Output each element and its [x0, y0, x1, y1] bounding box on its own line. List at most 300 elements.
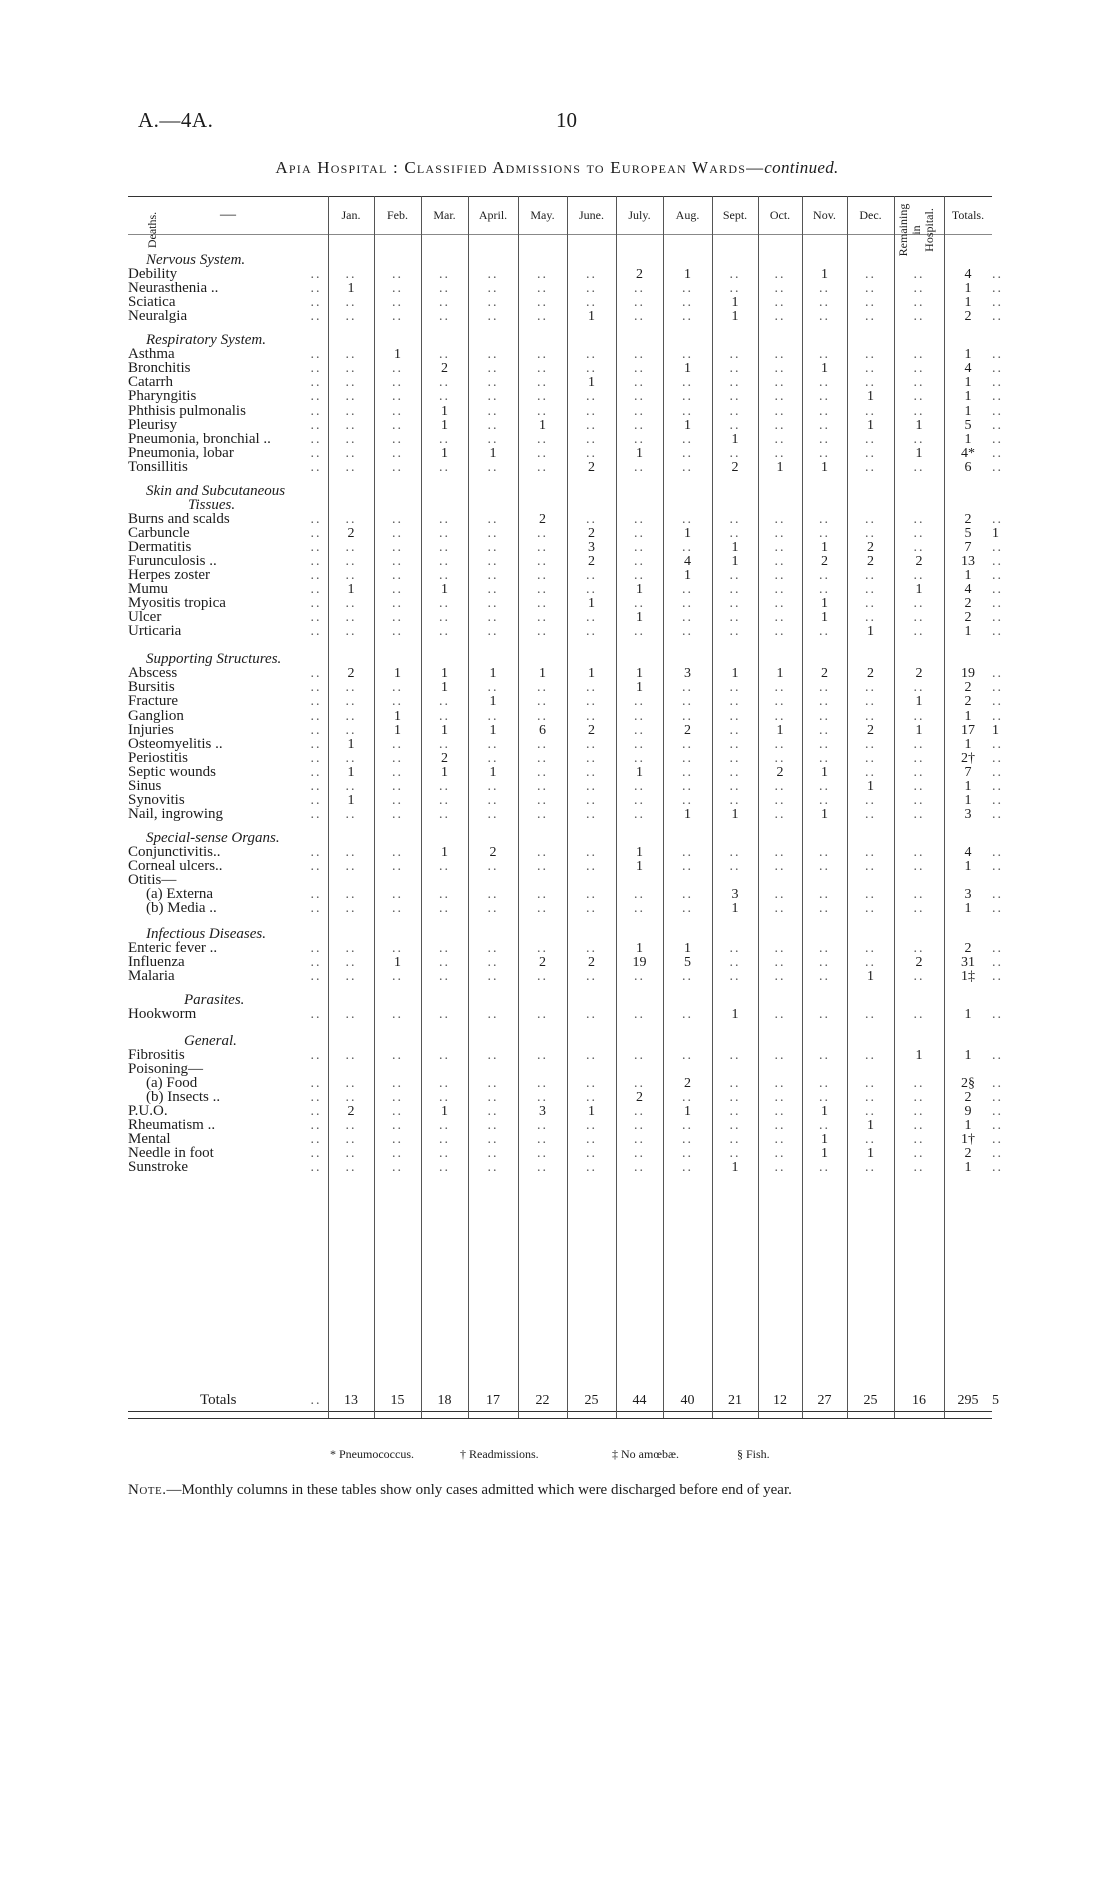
- table-cell: ..: [992, 554, 1003, 569]
- header-dec: Dec.: [859, 207, 882, 222]
- table-cell: ..: [487, 309, 499, 325]
- table-cell: 1: [441, 680, 448, 696]
- table-cell: ..: [992, 941, 1003, 957]
- table-cell: ..: [439, 1089, 450, 1105]
- row-label: Poisoning—: [128, 1060, 204, 1077]
- table-cell: ..: [682, 1159, 693, 1175]
- table-cell: ..: [537, 389, 548, 405]
- header-june: June.: [579, 207, 604, 222]
- table-cell: ..: [729, 792, 741, 808]
- table-cell: ..: [913, 859, 925, 874]
- table-cell: 2: [964, 1089, 972, 1105]
- leader-dots: ..: [310, 1117, 322, 1133]
- table-cell: 1: [964, 778, 972, 794]
- table-cell: ..: [586, 281, 597, 297]
- table-cell: 1: [394, 347, 401, 363]
- table-cell: 1: [588, 309, 595, 325]
- table-cell: ..: [634, 1103, 645, 1119]
- table-cell: 2: [867, 554, 874, 569]
- table-cell: ..: [487, 1117, 499, 1133]
- table-cell: 1: [964, 375, 972, 391]
- table-cell: ..: [682, 539, 693, 555]
- table-cell: ..: [586, 582, 597, 598]
- table-cell: ..: [729, 859, 741, 874]
- table-cell: ..: [774, 403, 786, 419]
- table-cell: ..: [392, 941, 403, 957]
- table-cell: ..: [392, 267, 403, 283]
- table-cell: ..: [819, 1007, 830, 1023]
- table-cell: ..: [345, 778, 357, 794]
- table-cell: ..: [487, 539, 499, 555]
- leader-dots: ..: [310, 806, 322, 822]
- row-label: Injuries: [128, 721, 174, 738]
- table-cell: ..: [992, 295, 1003, 311]
- table-cell: ..: [992, 459, 1003, 475]
- table-cell: ..: [487, 955, 499, 971]
- table-cell: 1: [636, 941, 643, 957]
- leader-dots: ..: [310, 1393, 322, 1408]
- table-cell: 2: [915, 666, 923, 682]
- table-cell: ..: [392, 596, 403, 612]
- leader-dots: ..: [310, 347, 322, 363]
- table-cell: ..: [913, 1145, 925, 1161]
- table-cell: ..: [392, 525, 403, 541]
- table-cell: ..: [774, 582, 786, 598]
- table-cell: ..: [487, 969, 499, 985]
- table-cell: ..: [392, 1103, 403, 1119]
- page-title: [0, 158, 1114, 178]
- table-cell: ..: [774, 347, 786, 363]
- table-cell: ..: [487, 511, 499, 527]
- table-cell: ..: [537, 295, 548, 311]
- table-cell: ..: [774, 375, 786, 391]
- table-cell: ..: [992, 347, 1003, 363]
- table-cell: ..: [729, 375, 741, 391]
- table-cell: ..: [586, 694, 597, 710]
- table-cell: ..: [774, 596, 786, 612]
- row-label: Malaria: [128, 968, 175, 985]
- table-cell: 1: [964, 281, 972, 297]
- table-cell: ..: [729, 525, 741, 541]
- table-cell: 1: [821, 764, 828, 780]
- table-cell: ..: [392, 624, 403, 640]
- row-label: Tonsillitis: [128, 458, 188, 475]
- table-cell: ..: [819, 511, 830, 527]
- table-cell: 1: [539, 666, 546, 682]
- table-cell: ..: [634, 459, 645, 475]
- table-cell: ..: [537, 624, 548, 640]
- table-cell: 1: [821, 806, 828, 822]
- table-cell: 1: [684, 568, 691, 584]
- table-cell: ..: [819, 901, 830, 917]
- table-cell: ..: [992, 955, 1003, 971]
- table-cell: ..: [586, 1145, 597, 1161]
- table-cell: ..: [819, 736, 830, 752]
- row-label: Sinus: [128, 777, 162, 794]
- table-cell: ..: [865, 596, 876, 612]
- table-cell: ..: [439, 1007, 450, 1023]
- table-cell: 1: [731, 901, 739, 917]
- table-cell: 2§: [961, 1075, 975, 1091]
- table-cell: 2: [636, 1089, 643, 1105]
- table-cell: ..: [537, 596, 548, 612]
- table-cell: ..: [682, 511, 693, 527]
- header-totals: Totals.: [951, 207, 985, 222]
- table-cell: ..: [487, 778, 499, 794]
- table-cell: ..: [819, 792, 830, 808]
- table-cell: 1: [867, 417, 874, 433]
- table-cell: ..: [819, 778, 830, 794]
- table-cell: ..: [345, 309, 357, 325]
- table-cell: ..: [682, 389, 693, 405]
- table-cell: ..: [345, 859, 357, 874]
- table-cell: 1: [776, 666, 784, 682]
- table-cell: ..: [774, 694, 786, 710]
- table-cell: ..: [682, 375, 693, 391]
- table-cell: ..: [819, 1117, 830, 1133]
- table-cell: 1: [636, 680, 643, 696]
- table-cell: ..: [439, 295, 450, 311]
- table-cell: ..: [913, 267, 925, 283]
- header-may: May.: [530, 207, 555, 222]
- table-cell: ..: [487, 750, 499, 766]
- table-cell: ..: [819, 969, 830, 985]
- table-cell: 2: [776, 764, 784, 780]
- table-cell: 1: [731, 1007, 739, 1023]
- table-cell: ..: [439, 941, 450, 957]
- table-cell: ..: [913, 539, 925, 555]
- table-cell: ..: [537, 347, 548, 363]
- table-cell: ..: [487, 417, 499, 433]
- table-cell: ..: [992, 1159, 1003, 1175]
- table-cell: 2: [964, 694, 972, 710]
- table-cell: 1: [964, 568, 972, 584]
- row-label: Sunstroke: [128, 1158, 188, 1175]
- totals-cell: 25: [863, 1393, 878, 1408]
- table-cell: ..: [865, 267, 876, 283]
- table-cell: ..: [992, 281, 1003, 297]
- table-cell: 1: [394, 722, 401, 738]
- table-cell: ..: [345, 1075, 357, 1091]
- table-cell: ..: [682, 844, 693, 860]
- row-label: Fibrositis: [128, 1046, 185, 1063]
- table-cell: ..: [729, 764, 741, 780]
- table-cell: 1: [394, 955, 401, 971]
- table-cell: ..: [682, 1145, 693, 1161]
- table-cell: ..: [682, 624, 693, 640]
- table-cell: ..: [586, 859, 597, 874]
- table-cell: ..: [487, 887, 499, 903]
- table-cell: ..: [729, 582, 741, 598]
- table-cell: ..: [774, 309, 786, 325]
- table-cell: ..: [439, 459, 450, 475]
- table-cell: 4: [964, 267, 972, 283]
- table-cell: ..: [992, 596, 1003, 612]
- table-cell: ..: [487, 459, 499, 475]
- table-cell: ..: [392, 375, 403, 391]
- leader-dots: ..: [310, 722, 322, 738]
- table-cell: 2: [964, 309, 972, 325]
- table-cell: ..: [729, 1117, 741, 1133]
- table-cell: ..: [913, 511, 925, 527]
- table-cell: ..: [345, 375, 357, 391]
- table-cell: ..: [345, 568, 357, 584]
- note-text: —Monthly columns in these tables show only cases admitted which were discharged before end of year.: [166, 1482, 792, 1498]
- table-cell: ..: [865, 1007, 876, 1023]
- table-cell: ..: [392, 844, 403, 860]
- totals-cell: 15: [390, 1393, 405, 1408]
- table-cell: ..: [537, 750, 548, 766]
- table-cell: ..: [992, 859, 1003, 874]
- totals-label: Totals: [200, 1392, 237, 1408]
- table-cell: ..: [345, 941, 357, 957]
- table-cell: ..: [537, 708, 548, 724]
- leader-dots: ..: [310, 1131, 322, 1147]
- table-cell: 1: [964, 295, 972, 311]
- table-cell: ..: [345, 750, 357, 766]
- table-cell: ..: [682, 778, 693, 794]
- table-cell: 6: [539, 722, 546, 738]
- table-cell: 1: [731, 431, 739, 447]
- table-cell: 1: [347, 582, 355, 598]
- table-cell: ..: [439, 281, 450, 297]
- table-cell: ..: [913, 431, 925, 447]
- table-cell: 1: [636, 445, 643, 461]
- table-cell: ..: [487, 1007, 499, 1023]
- table-cell: ..: [392, 582, 403, 598]
- table-cell: 1: [821, 610, 828, 626]
- table-cell: ..: [992, 1131, 1003, 1147]
- table-cell: 2: [731, 459, 739, 475]
- table-cell: ..: [865, 403, 876, 419]
- table-cell: ..: [913, 1007, 925, 1023]
- table-cell: ..: [345, 722, 357, 738]
- table-cell: ..: [729, 778, 741, 794]
- table-cell: ..: [487, 361, 499, 377]
- table-cell: ..: [487, 624, 499, 640]
- table-cell: ..: [487, 610, 499, 626]
- table-cell: ..: [439, 969, 450, 985]
- table-cell: 1: [867, 969, 874, 985]
- table-cell: ..: [487, 1047, 499, 1063]
- table-cell: 2: [915, 955, 923, 971]
- table-cell: ..: [392, 361, 403, 377]
- table-cell: ..: [487, 403, 499, 419]
- totals-cell: 27: [817, 1393, 832, 1408]
- table-cell: ..: [819, 844, 830, 860]
- table-cell: ..: [913, 1075, 925, 1091]
- table-cell: ..: [586, 887, 597, 903]
- table-cell: ..: [819, 1159, 830, 1175]
- table-cell: 1: [441, 417, 448, 433]
- table-cell: ..: [537, 694, 548, 710]
- table-cell: ..: [345, 389, 357, 405]
- table-cell: ..: [992, 511, 1003, 527]
- table-cell: ..: [992, 568, 1003, 584]
- table-cell: ..: [992, 582, 1003, 598]
- row-label: (b) Media ..: [146, 900, 217, 917]
- table-cell: 2: [821, 554, 828, 569]
- table-cell: 1: [821, 267, 828, 283]
- table-cell: 1: [441, 582, 448, 598]
- row-label: Osteomyelitis ..: [128, 735, 223, 752]
- leader-dots: ..: [310, 267, 322, 283]
- table-cell: ..: [439, 610, 450, 626]
- table-cell: 2: [588, 525, 595, 541]
- note: [128, 1482, 990, 1499]
- table-cell: ..: [819, 1075, 830, 1091]
- table-cell: 1: [821, 1145, 828, 1161]
- table-cell: 1: [964, 792, 972, 808]
- table-cell: 2: [347, 525, 355, 541]
- table-cell: ..: [439, 267, 450, 283]
- table-cell: ..: [729, 1103, 741, 1119]
- leader-dots: ..: [310, 539, 322, 555]
- row-label: Pharyngitis: [128, 388, 197, 405]
- table-cell: ..: [439, 792, 450, 808]
- table-cell: ..: [392, 806, 403, 822]
- leader-dots: ..: [310, 281, 322, 297]
- footnote-readmissions: † Readmissions.: [460, 1447, 539, 1461]
- table-cell: ..: [774, 539, 786, 555]
- table-cell: ..: [586, 1007, 597, 1023]
- table-cell: ..: [992, 445, 1003, 461]
- section-heading: Special-sense Organs.: [146, 829, 280, 846]
- table-cell: ..: [774, 361, 786, 377]
- table-cell: ..: [392, 778, 403, 794]
- table-cell: 2: [588, 554, 595, 569]
- table-cell: ..: [682, 582, 693, 598]
- row-label: Sciatica: [128, 294, 176, 311]
- table-cell: ..: [345, 680, 357, 696]
- table-cell: ..: [865, 1103, 876, 1119]
- table-cell: 1: [588, 666, 595, 682]
- table-cell: ..: [865, 887, 876, 903]
- table-cell: ..: [992, 375, 1003, 391]
- leader-dots: ..: [310, 666, 322, 682]
- table-cell: ..: [634, 1075, 645, 1091]
- table-cell: ..: [819, 568, 830, 584]
- table-cell: ..: [865, 309, 876, 325]
- table-cell: 1: [731, 666, 739, 682]
- table-cell: ..: [634, 694, 645, 710]
- table-cell: ..: [682, 610, 693, 626]
- table-cell: ..: [537, 764, 548, 780]
- table-cell: ..: [392, 389, 403, 405]
- table-cell: ..: [729, 750, 741, 766]
- table-cell: ..: [392, 969, 403, 985]
- table-cell: ..: [682, 347, 693, 363]
- table-cell: ..: [345, 1131, 357, 1147]
- table-cell: ..: [439, 859, 450, 874]
- note-lead: Note.: [128, 1482, 167, 1498]
- leader-dots: ..: [310, 901, 322, 917]
- table-cell: 1: [684, 417, 691, 433]
- table-cell: ..: [682, 736, 693, 752]
- table-cell: 1: [394, 666, 401, 682]
- leader-dots: ..: [310, 969, 322, 985]
- table-cell: ..: [913, 969, 925, 985]
- table-cell: ..: [865, 901, 876, 917]
- table-cell: ..: [392, 417, 403, 433]
- totals-cell: 5: [992, 1393, 999, 1408]
- row-label: Conjunctivitis..: [128, 843, 221, 860]
- totals-cell: 18: [437, 1393, 452, 1408]
- header-mar: Mar.: [433, 207, 456, 222]
- table-cell: ..: [537, 941, 548, 957]
- table-cell: ..: [392, 736, 403, 752]
- table-cell: 1: [731, 309, 739, 325]
- table-cell: ..: [537, 736, 548, 752]
- table-cell: ..: [634, 778, 645, 794]
- table-cell: ..: [586, 445, 597, 461]
- totals-cell: 40: [680, 1393, 695, 1408]
- table-cell: ..: [913, 525, 925, 541]
- table-cell: 5: [964, 417, 972, 433]
- table-cell: ..: [992, 901, 1003, 917]
- section-heading: Supporting Structures.: [146, 651, 282, 668]
- table-cell: ..: [345, 1159, 357, 1175]
- table-cell: ..: [586, 764, 597, 780]
- table-cell: ..: [992, 309, 1003, 325]
- table-cell: ..: [729, 694, 741, 710]
- table-cell: ..: [913, 610, 925, 626]
- table-cell: ..: [439, 624, 450, 640]
- table-cell: ..: [392, 792, 403, 808]
- table-cell: ..: [345, 955, 357, 971]
- table-cell: ..: [537, 610, 548, 626]
- table-cell: 2: [915, 554, 923, 569]
- table-cell: ..: [729, 1089, 741, 1105]
- table-cell: ..: [439, 511, 450, 527]
- table-cell: ..: [439, 539, 450, 555]
- table-cell: 1: [776, 722, 784, 738]
- table-cell: ..: [439, 887, 450, 903]
- leader-dots: ..: [310, 750, 322, 766]
- table-cell: ..: [913, 736, 925, 752]
- table-cell: ..: [774, 792, 786, 808]
- table-cell: ..: [819, 624, 830, 640]
- table-cell: ..: [682, 694, 693, 710]
- table-cell: 2: [347, 1103, 355, 1119]
- leader-dots: ..: [310, 792, 322, 808]
- table-cell: ..: [537, 792, 548, 808]
- table-cell: ..: [992, 1007, 1003, 1023]
- leader-dots: ..: [310, 844, 322, 860]
- table-cell: ..: [439, 901, 450, 917]
- table-cell: ..: [634, 722, 645, 738]
- table-cell: ..: [634, 431, 645, 447]
- table-cell: ..: [345, 295, 357, 311]
- table-cell: ..: [682, 969, 693, 985]
- table-cell: 1: [489, 666, 497, 682]
- table-cell: ..: [819, 417, 830, 433]
- table-cell: ..: [392, 309, 403, 325]
- table-cell: ..: [729, 844, 741, 860]
- table-cell: ..: [682, 403, 693, 419]
- table-cell: ..: [586, 1089, 597, 1105]
- table-cell: 1: [821, 361, 828, 377]
- table-cell: 1: [915, 582, 923, 598]
- table-cell: ..: [913, 375, 925, 391]
- table-cell: ..: [487, 431, 499, 447]
- table-cell: ..: [345, 969, 357, 985]
- table-cell: ..: [345, 887, 357, 903]
- table-cell: ..: [439, 736, 450, 752]
- row-label: (a) Food: [146, 1074, 198, 1091]
- table-cell: ..: [819, 445, 830, 461]
- table-cell: ..: [819, 859, 830, 874]
